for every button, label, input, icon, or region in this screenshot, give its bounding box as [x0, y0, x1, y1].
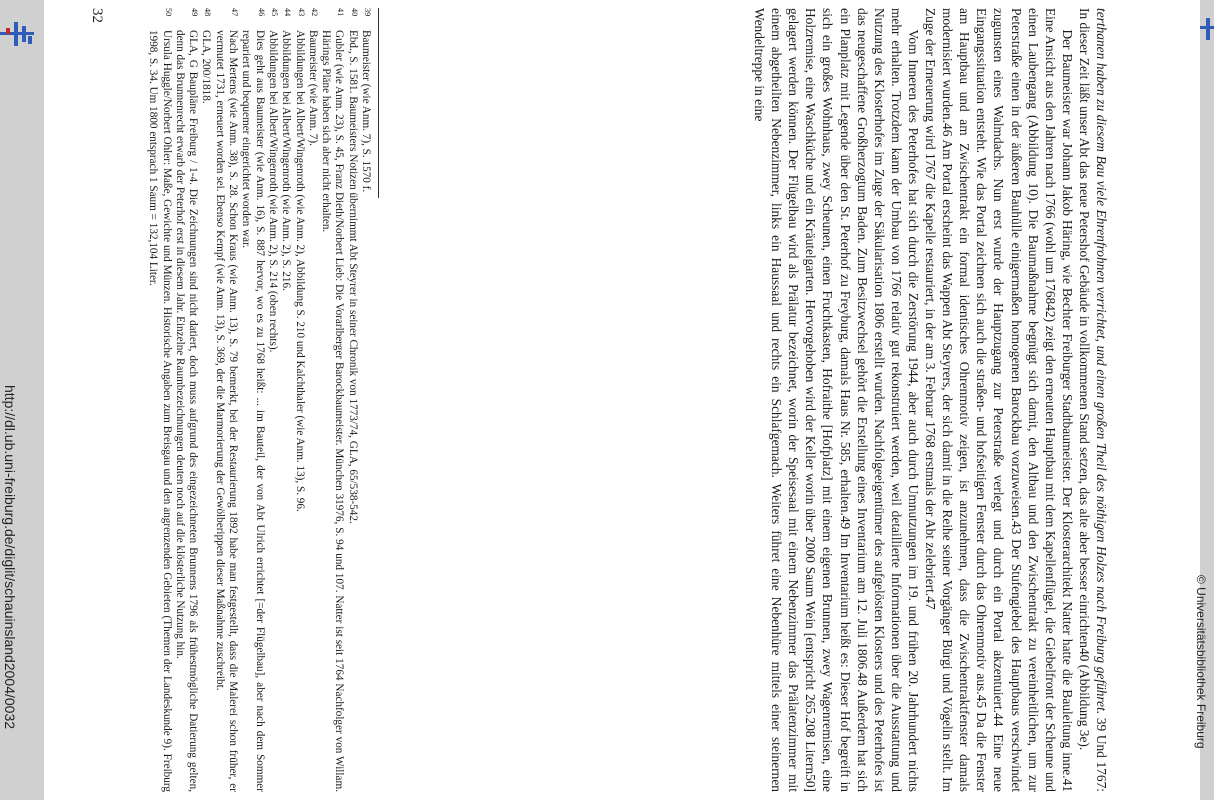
footnote-number: 43 [296, 8, 306, 17]
watermark-right: © Universitätsbibliothek Freiburg [1194, 575, 1208, 749]
footnote [279, 8, 292, 792]
footnote-text: Dies geht aus Baumeister (wie Anm. 16), S. 887 hervor, wo es zu 1768 heißt: ... im Bauteil, der von Abt Ulrich errichtet [=der Flügelbau], aber nach dem Sommer repariert und bequemer eingerichtet worden war. [240, 30, 266, 792]
footnote-number: 47 [230, 8, 240, 17]
footnote-text: Baumeister (wie Anm. 7). [306, 30, 319, 146]
footnote-number: 39 [363, 8, 372, 17]
watermark-url: http://dl.ub.uni-freiburg.de/diglit/schauinsland2004/0032 [2, 385, 18, 730]
footnote-text: Nach Mertens (wie Anm. 38), S. 28. Schon Kraus (wie Anm. 13), S. 79 bemerkt, bei der Restaurierung 1892 habe man festgestellt, dass die Malerei schon früher, er vermutet 1731, erneuert worden sei. Ebenso Kempf (wie Anm. 13), S. 369, der die Marmorierung der Gewölberippen dieser Maßnahme zuschreibt. [213, 30, 240, 792]
footnote [359, 8, 372, 792]
footnote [319, 8, 346, 792]
footnote-number: 44 [283, 8, 293, 17]
footnote [212, 8, 239, 792]
footnote-number: 49 [190, 8, 200, 17]
footnote [173, 8, 200, 792]
footnote-rule [378, 8, 379, 198]
footnote-text: Abbildungen bei Albert/Wingenroth (wie Anm. 2), S. 214 (oben rechts). [266, 30, 279, 353]
footnote-text: Abbildungen bei Albert/Wingenroth (wie Anm. 2), S. 216. [280, 30, 293, 291]
paragraph-1 [1076, 8, 1110, 792]
footnote-text: Abbildungen bei Albert/Wingenroth (wie Anm. 2), Abbildung S. 210 und Kalchthaler (wie Anm. 13), S. 96. [293, 30, 306, 512]
footnote [292, 8, 305, 792]
footnote-number: 40 [349, 8, 359, 17]
footnote-text: GLA, 200/1818. [200, 30, 213, 104]
footnote-text: Gubler (wie Anm. 23), S. 45, Franz Dieth/Norbert Lieb: Die Vorarlberger Barockbaumeister. München 31976, S. 94 und 107. Natter ist seit 1764 Nachfolger von Willam. Härings Pläne haben sich aber nicht erhalten. [320, 30, 346, 792]
footnote-number: 42 [309, 8, 319, 17]
footnote-number: 45 [269, 8, 279, 17]
document-page [10, 8, 1110, 792]
footnotes [146, 8, 385, 792]
body-text [751, 8, 1110, 792]
footnote [199, 8, 212, 792]
footnote-number: 46 [256, 8, 266, 17]
footnote [239, 8, 266, 792]
footnote-text: Baumeister (wie Anm. 7), S. 1570 f. [360, 30, 372, 193]
paragraph-1-italic: terthanen haben zu diesem Bau viele Ehrenfrohnen verrichtet, und einen großen Theil des nöthigen Holzes nach Freiburg geführet. [1094, 8, 1109, 715]
footnote-number: 50 [163, 8, 173, 17]
footnote-number: 48 [203, 8, 213, 17]
footnote [345, 8, 358, 792]
paragraph-2: Der Baumeister war Johann Jakob Häring, wie Bechter Freiburger Stadtbaumeister. Der Klosterarchitekt Natter hatte die Bauleitung inne.41 Eine Ansicht aus den Jahren nach 1766 (wohl um 176842) zeigt den erneuten Hauptbau mit dem Kapellenflügel, die Giebelfront der Scheune und einen Laubengang (Abbildung 10). Die Baumaßnahme begnügt sich damit, den Altbau und den Zwischentrakt zu vereinheitlichen, um zur Peterstraße einen in der äußeren Bauhülle einigermaßen homogenen Barockbau vorzuweisen.43 Der Stufengiebel des Hauptbaus verschwindet zugunsten eines Walmdachs. Nun erst wurde der Hauptzugang zur Peterstraße verlegt und durch ein Portal akzentuiert.44 Eine neue Eingangssituation entsteht. Wie das Portal zeichnen sich auch die straßen- und hofseitigen Fenster durch das Ohrenmotiv aus.45 Da die Fenster am Hauptbau und am Zwischentrakt ein formal identisches Ohrenmotiv zeigen, ist anzunehmen, dass die Zwischentraktfenster damals modernisiert wurden.46 Am Portal erscheint das Wappen Abt Steyrers, der sich damit in die Reihe seiner Vorgänger Bürgi und Vögelin stellt. Im Zuge der Erneuerung wird 1767 die Kapelle restauriert, in der am 3. Februar 1768 erstmals der Abt zelebriert.47 [923, 8, 1075, 792]
page-number: 32 [89, 8, 105, 23]
footnote [306, 8, 319, 792]
footnote-text: GLA, G Baupläne Freiburg / 1-4. Die Zeichnungen sind nicht datiert, doch muss aufgrund des eingezeichneten Brunnens 1796 als frühestmögliche Datierung gelten, denn das Brunnenrecht erwarb der Peterhof erst in diesem Jahr. Einzelne Raumbezeichnungen deuten noch auf die klösterliche Nutzung hin. [173, 30, 200, 792]
footnote [266, 8, 279, 792]
paragraph-1-text: 39 Und 1767: In dieser Zeit läßt unser Abt das neue Petershof Gebäude in vollkommenen Stand setzen, das alte aber besser einrichten40 (Abbildung 3e). [1076, 8, 1109, 792]
paragraph-3: Vom Inneren des Peterhofes hat sich durch die Zerstörung 1944, aber auch durch Umnutzungen im 19. und frühen 20. Jahrhundert nichts mehr erhalten. Trotzdem kann der Umbau von 1766 relativ gut rekonstruiert werden, weil detaillierte Informationen über die Ausstattung und Nutzung des Klosterhofes im Zuge der Säkularisation 1806 erstellt wurden. Nachfolgeeigentümer des aufgelösten Klosters und des Peterhofes ist das neugeschaffene Großherzogtum Baden. Zum Besitzwechsel gehört die Erstellung eines Inventarium am 12. Juli 1806.48 Außerdem hat sich ein Planplatz mit Legende über den St. Peterhof zu Freyburg, damals Haus Nr. 585, erhalten.49 Im Inventarium heißt es: Dieser Hof begreift in sich ein großes Wohnhaus, zwey Scheunen, einen Fruchtkasten, Hofraithe [Hofplatz] mit einem eigenen Brunnen, zwey Wagenremisen, eine Holzremise, eine Waschküche und ein Kräutelgarten. Hervorgehoben wird der Keller worin über 2000 Saum Wein [entspricht 265.208 Litern50] gelagert werden können. Der Flügelbau wird als Prälatur bezeichnet, worin der Speisesaal mit einem Nebenzimmer das Prälatenzimmer mit einem abgetheilten Nebenzimmer, links ein Haussaal und rechts ein Schlafgemach. Weiters führet eine Nebenhüre mittels einer steinernen Wendeltreppe in eine [752, 8, 921, 792]
footnote-number: 41 [336, 8, 346, 17]
footnote-text: Ebd., S. 1581. Baumeisters Notizen übernimmt Abt Steyrer in seiner Chronik von 1773/74, GLA, 65/538-542. [346, 30, 359, 524]
library-logo-icon-right [1200, 18, 1214, 40]
footnote [146, 8, 173, 792]
footnote-text: Ursula Huggle/Norbert Ohler: Maße, Gewichte und Münzen. Historische Angaben zum Breisgau und den angrenzenden Gebieten (Themen der Landeskunde 9). Freiburg 1998, S. 34. Um 1800 entsprach 1 Saum = 132,104 Liter. [147, 30, 173, 792]
